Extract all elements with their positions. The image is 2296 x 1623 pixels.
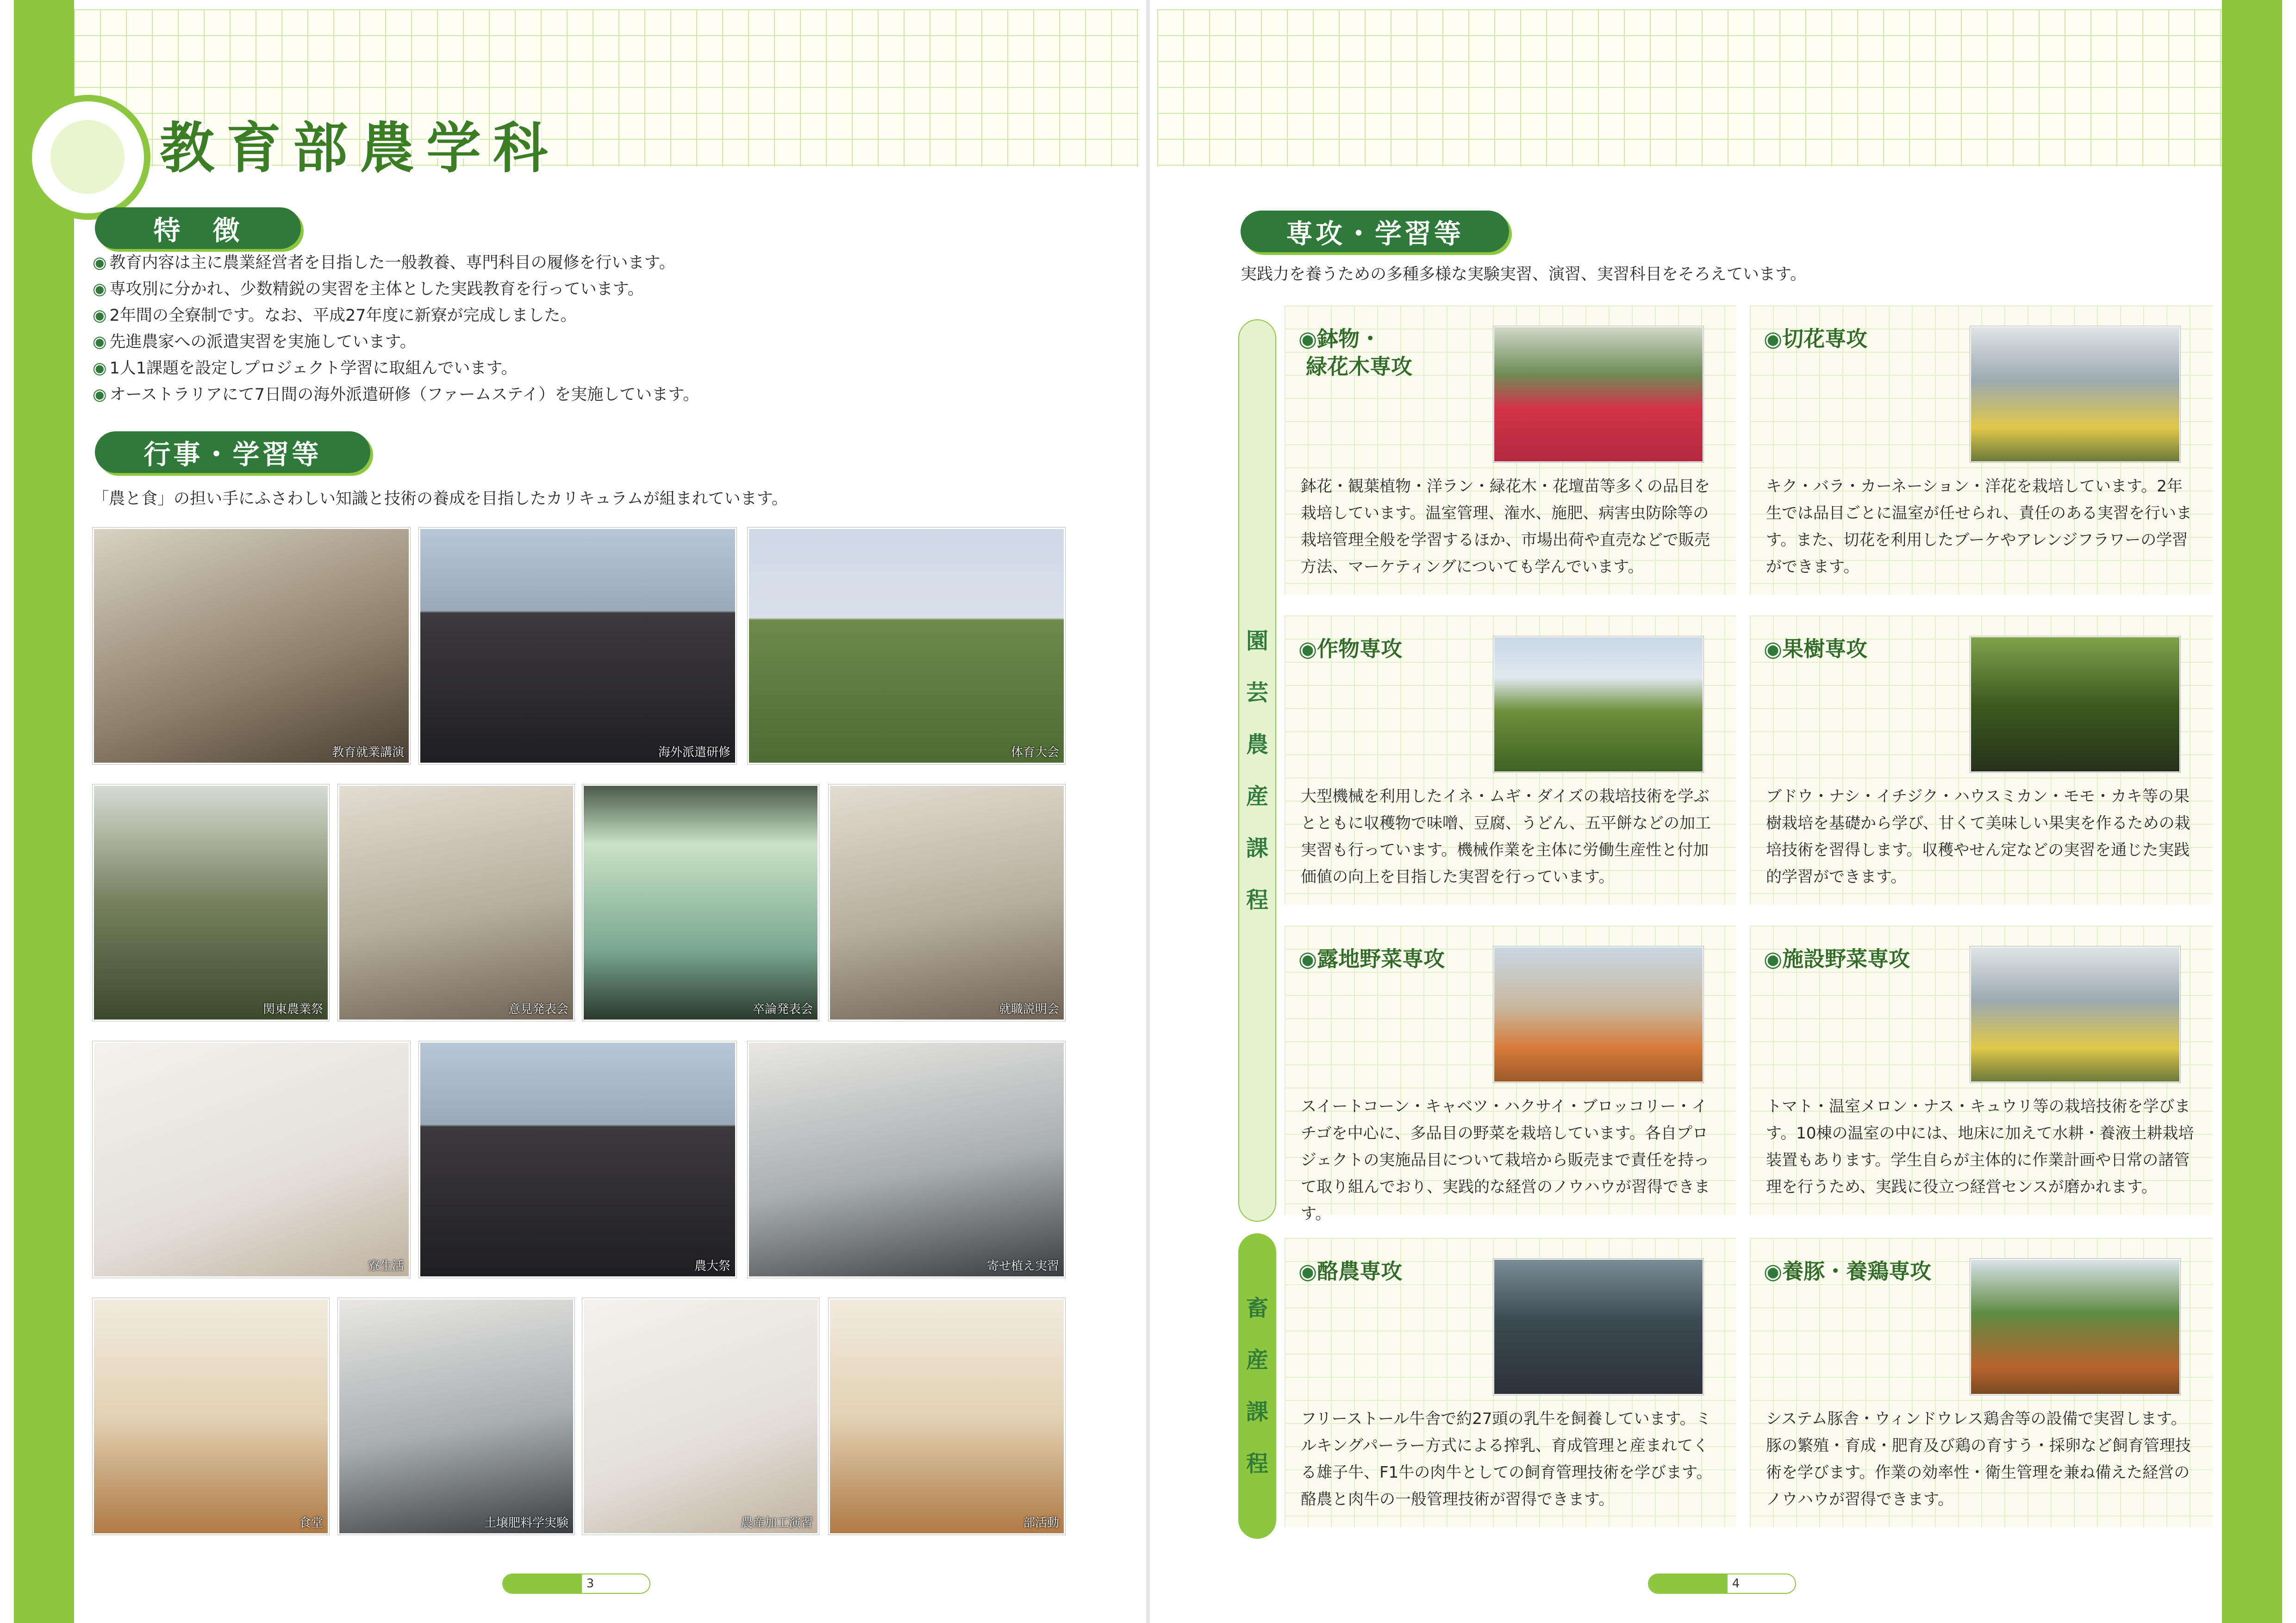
course-label-horticulture: 園 芸 農 産 課 程 [1238,319,1276,1222]
feature-item: ◉ 専攻別に分かれ、少数精鋭の実習を主体とした実践教育を行っています。 [93,280,644,298]
header-grid-band [1157,9,2222,167]
major-title: ◉露地野菜専攻 [1298,946,1445,971]
major-panel-crops [1285,616,1736,905]
photo-caption: 農産加工演習 [740,1516,813,1530]
major-title: ◉施設野菜専攻 [1764,946,1910,971]
photo-job-briefing [829,784,1065,1021]
major-photo [1970,636,2180,772]
major-panel-greenhouse-vegetables [1750,926,2213,1215]
photo-caption: 部活動 [1023,1516,1059,1530]
right-side-bar [2222,0,2282,1623]
major-photo [1493,636,1703,772]
major-panel-fruit-trees [1750,616,2213,905]
major-photo [1970,326,2180,462]
photo-caption: 寮生活 [368,1259,404,1273]
features-heading: 特 徴 [95,207,301,249]
photo-caption: 食堂 [299,1516,323,1530]
photo-club-activity [829,1298,1065,1535]
photo-overseas-training [419,528,736,764]
major-description: フリーストール牛舎で約27頭の乳牛を飼養しています。ミルキングパーラー方式による搾乳、育成管理と産まれてくる雄子牛、F1牛の肉牛としての飼育管理技術を学びます。酪農と肉牛の一般管理技術が習得できます。 [1301,1410,1712,1509]
majors-lead: 実践力を養うための多種多様な実験実習、演習、実習科目をそろえています。 [1241,265,1807,284]
features-list [93,250,1102,408]
major-photo [1970,1259,2180,1395]
left-side-bar [14,0,74,1623]
page-number-left: 3 [502,1573,650,1594]
photo-caption: 卒論発表会 [752,1002,813,1016]
major-description: ブドウ・ナシ・イチジク・ハウスミカン・モモ・カキ等の果樹栽培を基礎から学び、甘くて美味しい果実を作るための栽培技術を習得します。収穫やせん定などの実習を通じた実践的学習ができます。 [1766,787,2190,886]
photo-caption: 意見発表会 [508,1002,568,1016]
major-description: 鉢花・観葉植物・洋ラン・緑花木・花壇苗等多くの品目を栽培しています。温室管理、潅水、施肥、病害虫防除等の栽培管理全般を学習するほか、市場出荷や直売などで販売方法、マーケティングについても学んでいます。 [1301,477,1710,576]
photo-agri-festival [93,784,329,1021]
major-description: キク・バラ・カーネーション・洋花を栽培しています。2年生では品目ごとに温室が任せられ、責任のある実習を行います。また、切花を利用したブーケやアレンジフラワーの学習ができます。 [1766,477,2192,576]
photo-caption: 体育大会 [1011,746,1059,759]
major-title: ◉作物専攻 [1298,636,1403,661]
photo-speech-contest [338,784,574,1021]
major-photo [1493,1259,1703,1395]
major-panel-dairy [1285,1238,1736,1527]
major-description: 大型機械を利用したイネ・ムギ・ダイズの栽培技術を学ぶとともに収穫物で味噌、豆腐、うどん、五平餅などの加工実習も行っています。機械作業を主体に労働生産性と付加価値の向上を目指した実習を行っています。 [1301,787,1711,886]
major-panel-potted-plants [1285,305,1736,595]
photo-caption: 教育就業講演 [331,746,404,759]
major-title: ◉切花専攻 [1764,326,1868,351]
major-description: トマト・温室メロン・ナス・キュウリ等の栽培技術を学びます。10棟の温室の中には、地床に加えて水耕・養液土耕栽培装置もあります。学生自らが主体的に作業計画や日常の諸管理を行うため、実践に役立つ経営センスが磨かれます。 [1766,1097,2194,1196]
major-panel-field-vegetables [1285,926,1736,1223]
major-photo [1493,946,1703,1082]
title-circle-ornament [25,95,150,220]
photo-dorm-life [93,1041,410,1278]
major-title: ◉鉢物・ 緑花木専攻 [1298,326,1413,379]
major-description: スイートコーン・キャベツ・ハクサイ・ブロッコリー・イチゴを中心に、多品目の野菜を栽培しています。各自プロジェクトの実施品目について栽培から販売まで責任を持って取り組んでおり、実践的な経営のノウハウが習得できます。 [1301,1097,1710,1223]
major-title: ◉酪農専攻 [1298,1259,1403,1284]
feature-item: ◉ 先進農家への派遣実習を実施しています。 [93,333,416,351]
page-gutter [1148,0,1150,1623]
major-panel-swine-poultry [1750,1238,2213,1527]
feature-item: ◉ 1人1課題を設定しプロジェクト学習に取組んでいます。 [93,359,518,378]
photo-planting-practice [748,1041,1065,1278]
major-description: システム豚舎・ウィンドウレス鶏舎等の設備で実習します。豚の繁殖・育成・肥育及び鶏の育すう・採卵など飼育管理技術を学びます。作業の効率性・衛生管理を兼ね備えた経営のノウハウが習得できます。 [1766,1410,2191,1509]
photo-caption: 就職説明会 [998,1002,1059,1016]
photo-caption: 関東農業祭 [262,1002,323,1016]
photo-lecture [93,528,410,764]
photo-caption: 農大祭 [694,1259,730,1273]
photo-cafeteria [93,1298,329,1535]
photo-thesis-presentation [582,784,819,1021]
photo-caption: 寄せ植え実習 [986,1259,1059,1273]
photo-college-festival [419,1041,736,1278]
photo-soil-experiment [338,1298,574,1535]
major-title: ◉養豚・養鶏専攻 [1764,1259,1932,1284]
feature-item: ◉ 2年間の全寮制です。なお、平成27年度に新寮が完成しました。 [93,306,577,325]
course-label-livestock: 畜 産 課 程 [1238,1233,1276,1539]
events-heading: 行事・学習等 [95,431,370,473]
photo-sports-day [748,528,1065,764]
feature-item: ◉ 教育内容は主に農業経営者を目指した一般教養、専門科目の履修を行います。 [93,254,675,272]
majors-heading: 専攻・学習等 [1241,211,1509,252]
right-page [1148,0,2296,1623]
photo-caption: 土壌肥料学実験 [484,1516,568,1530]
page-number-right: 4 [1648,1573,1796,1594]
major-title: ◉果樹専攻 [1764,636,1868,661]
major-photo [1970,946,2180,1082]
photo-food-processing [582,1298,819,1535]
page-title: 教育部農学科 [160,116,560,180]
photo-caption: 海外派遣研修 [658,746,730,759]
major-photo [1493,326,1703,462]
feature-item: ◉ オーストラリアにて7日間の海外派遣研修（ファームステイ）を実施しています。 [93,386,699,404]
events-lead: 「農と食」の担い手にふさわしい知識と技術の養成を目指したカリキュラムが組まれています。 [93,490,788,508]
major-panel-cut-flowers [1750,305,2213,595]
